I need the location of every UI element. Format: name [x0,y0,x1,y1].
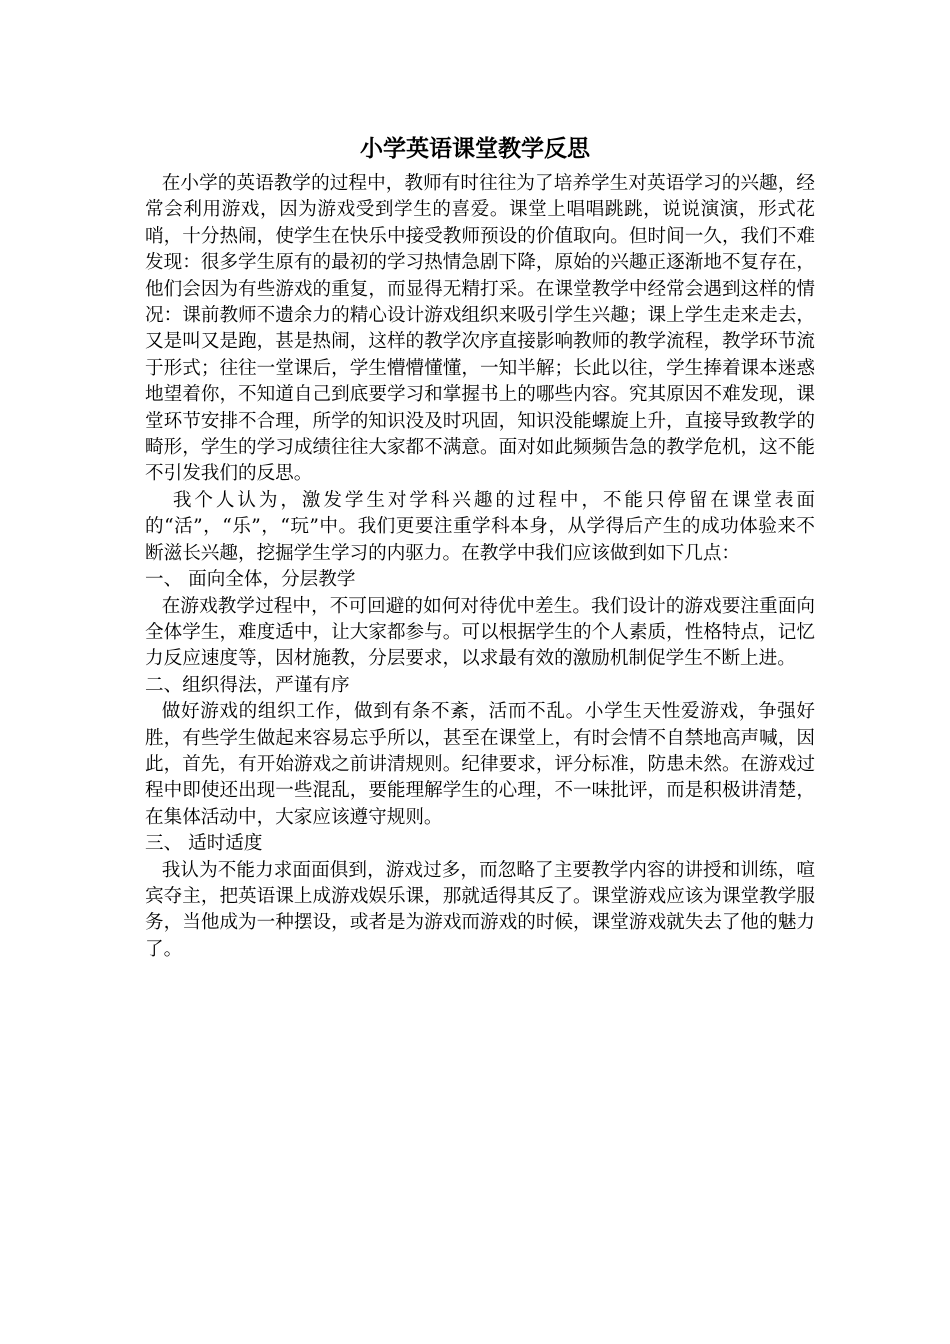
section-heading-2: 二、组织得法，严谨有序 [145,674,350,696]
paragraph-opinion: 我个人认为，激发学生对学科兴趣的过程中，不能只停留在课堂表面的“活”，“乐”，“玩”中。我们更要注重学科本身，从学得后产生的成功体验来不断滋长兴趣，挖掘学生学习的内驱力。在教学中我们应该做到如下几点： [145,489,815,564]
paragraph-section-1: 在游戏教学过程中，不可回避的如何对待优中差生。我们设计的游戏要注重面向全体学生，难度适中，让大家都参与。可以根据学生的个人素质，性格特点，记忆力反应速度等，因材施教，分层要求，以求最有效的激励机制促学生不断上进。 [145,595,815,670]
paragraph-section-3: 我认为不能力求面面俱到，游戏过多，而忽略了主要教学内容的讲授和训练，喧宾夺主，把英语课上成游戏娱乐课，那就适得其反了。课堂游戏应该为课堂教学服务，当他成为一种摆设，或者是为游戏而游戏的时候，课堂游戏就失去了他的魅力了。 [145,859,815,960]
document-title: 小学英语课堂教学反思 [360,135,590,162]
paragraph-intro: 在小学的英语教学的过程中，教师有时往往为了培养学生对英语学习的兴趣，经常会利用游戏，因为游戏受到学生的喜爱。课堂上唱唱跳跳，说说演演，形式花哨，十分热闹，使学生在快乐中接受教师预设的价值取向。但时间一久，我们不难发现：很多学生原有的最初的学习热情急剧下降，原始的兴趣正逐渐地不复存在，他们会因为有些游戏的重复，而显得无精打采。在课堂教学中经常会遇到这样的情况：课前教师不遗余力的精心设计游戏组织来吸引学生兴趣；课上学生走来走去，又是叫又是跑，甚是热闹，这样的教学次序直接影响教师的教学流程，教学环节流于形式；往往一堂课后，学生懵懵懂懂，一知半解；长此以往，学生捧着课本迷惑地望着你，不知道自己到底要学习和掌握书上的哪些内容。究其原因不难发现，课堂环节安排不合理，所学的知识没及时巩固，知识没能螺旋上升，直接导致教学的畸形，学生的学习成绩往往大家都不满意。面对如此频频告急的教学危机，这不能不引发我们的反思。 [145,173,815,485]
paragraph-section-2: 做好游戏的组织工作，做到有条不紊，活而不乱。小学生天性爱游戏，争强好胜，有些学生做起来容易忘乎所以，甚至在课堂上，有时会情不自禁地高声喊，因此，首先，有开始游戏之前讲清规则。纪律要求，评分标准，防患未然。在游戏过程中即使还出现一些混乱，要能理解学生的心理，不一味批评，而是积极讲清楚，在集体活动中，大家应该遵守规则。 [145,701,815,828]
section-heading-3: 三、 适时适度 [145,833,263,855]
document-body [145,171,815,963]
section-heading-1: 一、 面向全体，分层教学 [145,569,356,591]
